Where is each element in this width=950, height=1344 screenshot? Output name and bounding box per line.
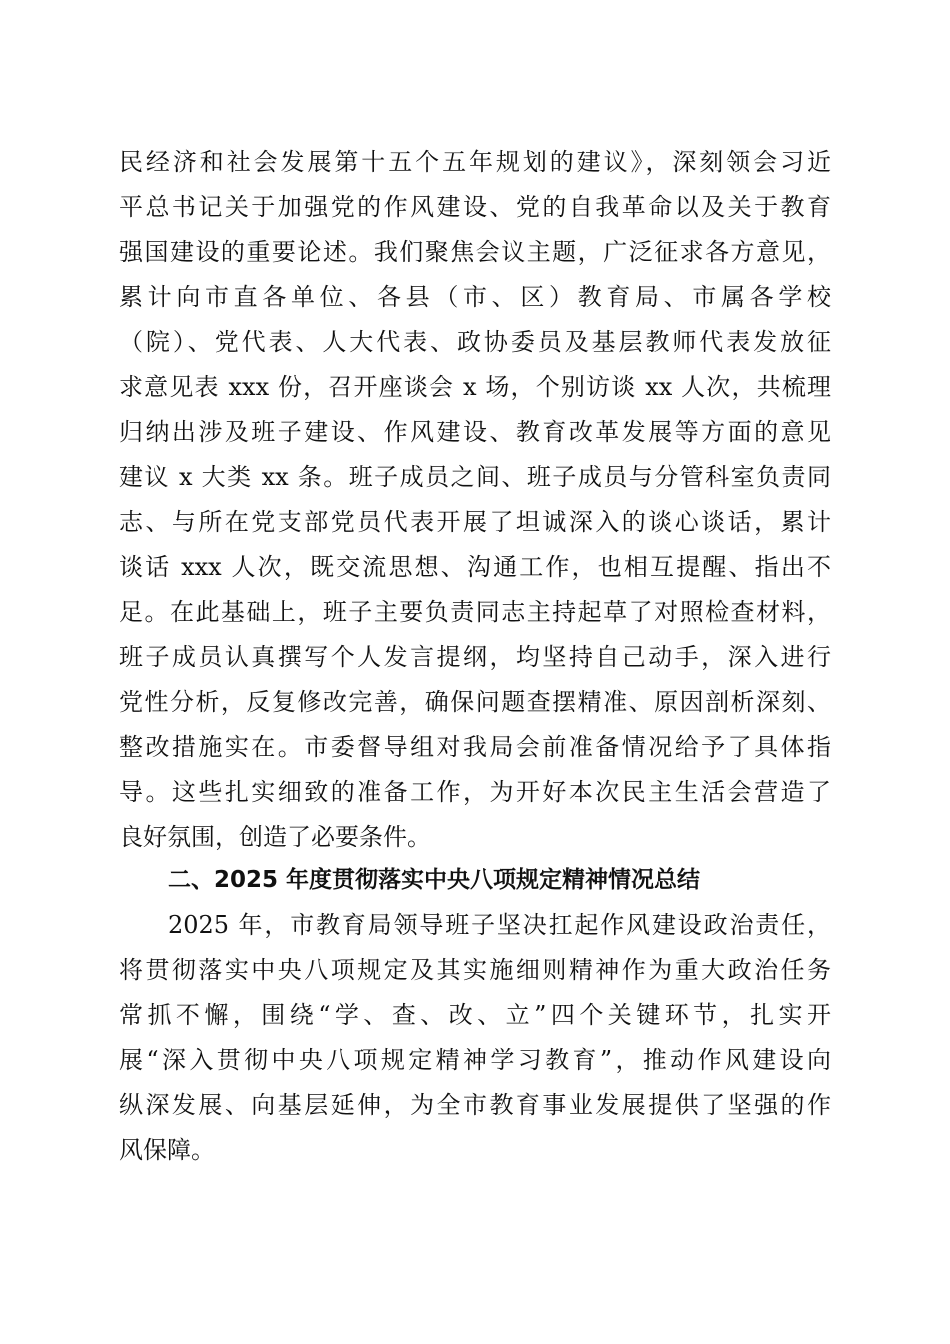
paragraph-line: 纵深发展、向基层延伸，为全市教育事业发展提供了坚强的作 bbox=[119, 1091, 831, 1119]
paragraph-line: 常抓不懈，围绕“学、查、改、立”四个关键环节，扎实开 bbox=[119, 1001, 831, 1029]
paragraph-line: 良好氛围，创造了必要条件。 bbox=[119, 823, 431, 851]
paragraph-line: 强国建设的重要论述。我们聚焦会议主题，广泛征求各方意见， bbox=[119, 238, 831, 266]
paragraph-line: 归纳出涉及班子建设、作风建设、教育改革发展等方面的意见 bbox=[119, 418, 831, 446]
paragraph-line: 展“深入贯彻中央八项规定精神学习教育”，推动作风建设向 bbox=[119, 1046, 831, 1074]
paragraph-line: 谈话 xxx 人次，既交流思想、沟通工作，也相互提醒、指出不 bbox=[119, 553, 831, 581]
paragraph-line: 民经济和社会发展第十五个五年规划的建议》，深刻领会习近 bbox=[119, 148, 831, 176]
section-heading: 二、2025 年度贯彻落实中央八项规定精神情况总结 bbox=[168, 867, 701, 893]
paragraph-line: 建议 x 大类 xx 条。班子成员之间、班子成员与分管科室负责同 bbox=[119, 463, 831, 491]
paragraph-line: （院）、党代表、人大代表、政协委员及基层教师代表发放征 bbox=[119, 328, 831, 356]
paragraph-line: 整改措施实在。市委督导组对我局会前准备情况给予了具体指 bbox=[119, 733, 831, 761]
paragraph-line: 平总书记关于加强党的作风建设、党的自我革命以及关于教育 bbox=[119, 193, 831, 221]
paragraph-line: 2025 年，市教育局领导班子坚决扛起作风建设政治责任， bbox=[168, 911, 831, 939]
paragraph-line: 将贯彻落实中央八项规定及其实施细则精神作为重大政治任务 bbox=[119, 956, 831, 984]
paragraph-line: 求意见表 xxx 份，召开座谈会 x 场，个别访谈 xx 人次，共梳理 bbox=[119, 373, 831, 401]
paragraph-line: 党性分析，反复修改完善，确保问题查摆精准、原因剖析深刻、 bbox=[119, 688, 831, 716]
paragraph-line: 风保障。 bbox=[119, 1136, 215, 1164]
paragraph-line: 足。在此基础上，班子主要负责同志主持起草了对照检查材料， bbox=[119, 598, 831, 626]
paragraph-line: 累计向市直各单位、各县（市、区）教育局、市属各学校 bbox=[119, 283, 831, 311]
paragraph-line: 导。这些扎实细致的准备工作，为开好本次民主生活会营造了 bbox=[119, 778, 831, 806]
paragraph-line: 志、与所在党支部党员代表开展了坦诚深入的谈心谈话，累计 bbox=[119, 508, 831, 536]
paragraph-line: 班子成员认真撰写个人发言提纲，均坚持自己动手，深入进行 bbox=[119, 643, 831, 671]
